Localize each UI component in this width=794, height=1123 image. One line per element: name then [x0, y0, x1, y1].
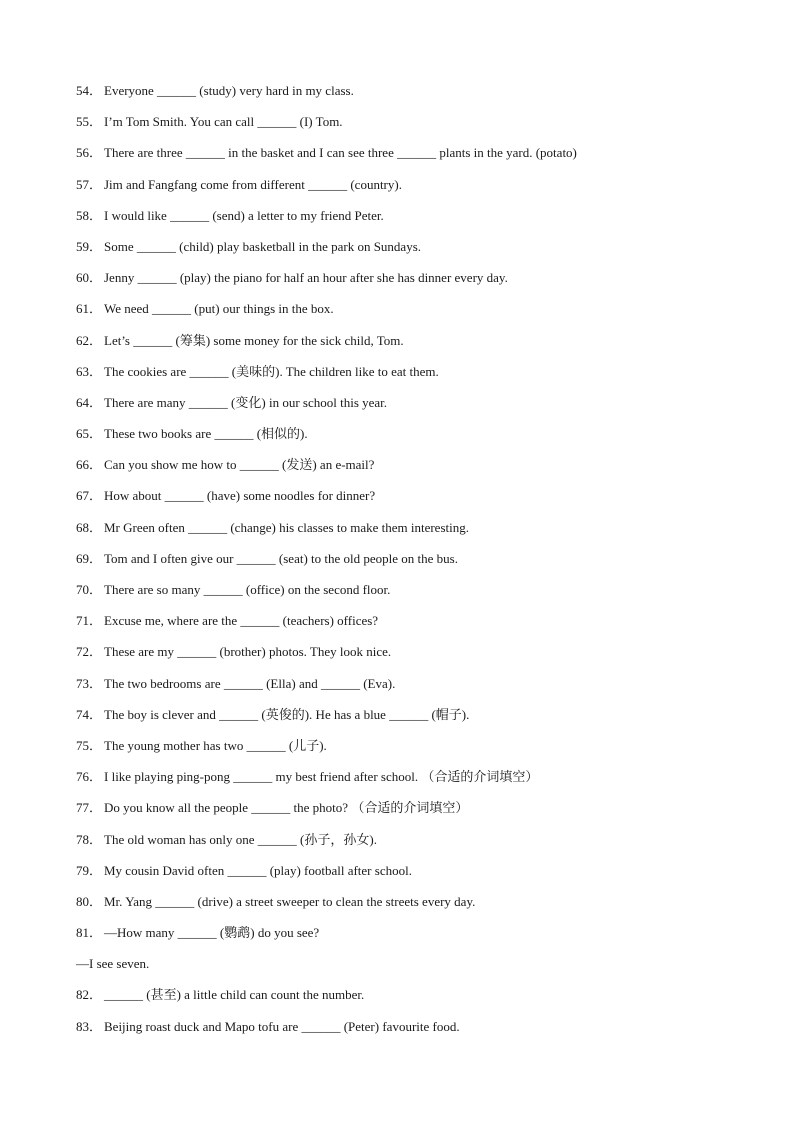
question-number: 80． [76, 893, 103, 909]
question-number: 77． [76, 800, 103, 816]
question-text: We need ______ (put) our things in the box. [104, 301, 334, 317]
question-text: There are so many ______ (office) on the second floor. [104, 582, 391, 597]
question-text: I like playing ping-pong ______ my best friend after school. （合适的介词填空） [104, 769, 539, 785]
question-number: 75． [76, 737, 103, 753]
question-number: 67． [76, 488, 103, 504]
question-text: —How many ______ (鹦鹉) do you see? [104, 925, 320, 941]
exercise-line [76, 797, 756, 828]
exercise-line [76, 330, 756, 361]
exercise-line [76, 267, 756, 298]
question-number: 83． [76, 1018, 103, 1034]
question-text: Excuse me, where are the ______ (teachers) offices? [104, 613, 379, 629]
exercise-line [76, 953, 756, 984]
question-text: The cookies are ______ (美味的). The children like to eat them. [104, 363, 439, 379]
question-number: 69． [76, 550, 103, 566]
question-text: Do you know all the people ______ the photo? （合适的介词填空） [104, 800, 469, 816]
exercise-line [76, 641, 756, 672]
exercise-line [76, 766, 756, 797]
exercise-page [76, 80, 756, 1047]
question-number: 62． [76, 332, 103, 348]
question-number: 72． [76, 644, 103, 660]
question-text: I would like ______ (send) a letter to my friend Peter. [104, 207, 384, 223]
question-number: 71． [76, 613, 103, 629]
exercise-line [76, 517, 756, 548]
question-text: Jenny ______ (play) the piano for half an hour after she has dinner every day. [104, 270, 508, 286]
question-number: 68． [76, 519, 103, 535]
exercise-line [76, 454, 756, 485]
question-text: There are many ______ (变化) in our school this year. [104, 394, 388, 410]
question-text: How about ______ (have) some noodles for dinner? [104, 488, 376, 504]
exercise-line [76, 361, 756, 392]
question-number: 54． [76, 83, 103, 98]
question-text: ______ (甚至) a little child can count the number. [104, 987, 365, 1003]
question-number: 81． [76, 925, 103, 941]
question-number: 65． [76, 426, 103, 442]
question-number: 61． [76, 301, 103, 317]
question-number: 58． [76, 207, 103, 223]
question-number: 66． [76, 457, 103, 473]
question-text: The two bedrooms are ______ (Ella) and ______ (Eva). [104, 675, 396, 691]
exercise-line [76, 298, 756, 329]
exercise-line [76, 142, 756, 173]
question-number: 78． [76, 831, 103, 847]
question-text: The boy is clever and ______ (英俊的). He has a blue ______ (帽子). [104, 706, 470, 722]
question-text: These are my ______ (brother) photos. They look nice. [104, 644, 392, 660]
question-text: Some ______ (child) play basketball in the park on Sundays. [104, 238, 422, 254]
question-text: —I see seven. [76, 956, 150, 972]
question-text: Everyone ______ (study) very hard in my class. [104, 83, 354, 98]
question-number: 79． [76, 862, 103, 878]
question-text: Can you show me how to ______ (发送) an e-mail? [104, 457, 375, 473]
question-text: Mr. Yang ______ (drive) a street sweeper to clean the streets every day. [104, 893, 476, 909]
exercise-line [76, 392, 756, 423]
exercise-line [76, 735, 756, 766]
exercise-line [76, 610, 756, 641]
question-text: My cousin David often ______ (play) football after school. [104, 862, 412, 878]
exercise-line [76, 891, 756, 922]
question-text: Mr Green often ______ (change) his classes to make them interesting. [104, 519, 469, 535]
question-text: I’m Tom Smith. You can call ______ (I) Tom. [104, 114, 343, 130]
question-number: 63． [76, 363, 103, 379]
question-text: Beijing roast duck and Mapo tofu are ______ (Peter) favourite food. [104, 1018, 460, 1034]
question-text: These two books are ______ (相似的). [104, 426, 308, 442]
question-number: 76． [76, 769, 103, 785]
question-number: 59． [76, 238, 103, 254]
exercise-line [76, 1016, 756, 1047]
question-text: The old woman has only one ______ (孙子，孙女). [104, 831, 377, 847]
exercise-line [76, 174, 756, 205]
question-number: 74． [76, 706, 103, 722]
exercise-line [76, 829, 756, 860]
question-number: 60． [76, 270, 103, 286]
question-text: Let’s ______ (筹集) some money for the sick child, Tom. [104, 332, 404, 348]
exercise-line [76, 111, 756, 142]
exercise-line [76, 704, 756, 735]
exercise-line [76, 205, 756, 236]
exercise-line [76, 236, 756, 267]
question-number: 57． [76, 176, 103, 192]
exercise-line [76, 984, 756, 1015]
question-text: There are three ______ in the basket and I can see three ______ plants in the yard. (potato) [104, 145, 577, 161]
question-number: 70． [76, 582, 103, 597]
question-number: 64． [76, 394, 103, 410]
exercise-line [76, 80, 756, 111]
exercise-line [76, 922, 756, 953]
exercise-line [76, 860, 756, 891]
exercise-line [76, 548, 756, 579]
question-number: 73． [76, 675, 103, 691]
exercise-line [76, 579, 756, 610]
question-text: Tom and I often give our ______ (seat) to the old people on the bus. [104, 550, 458, 566]
question-number: 82． [76, 987, 103, 1003]
exercise-line [76, 673, 756, 704]
exercise-line [76, 423, 756, 454]
exercise-line [76, 485, 756, 516]
question-number: 56． [76, 145, 103, 161]
question-number: 55． [76, 114, 103, 130]
question-text: Jim and Fangfang come from different ______ (country). [104, 176, 402, 192]
question-text: The young mother has two ______ (儿子). [104, 737, 327, 753]
